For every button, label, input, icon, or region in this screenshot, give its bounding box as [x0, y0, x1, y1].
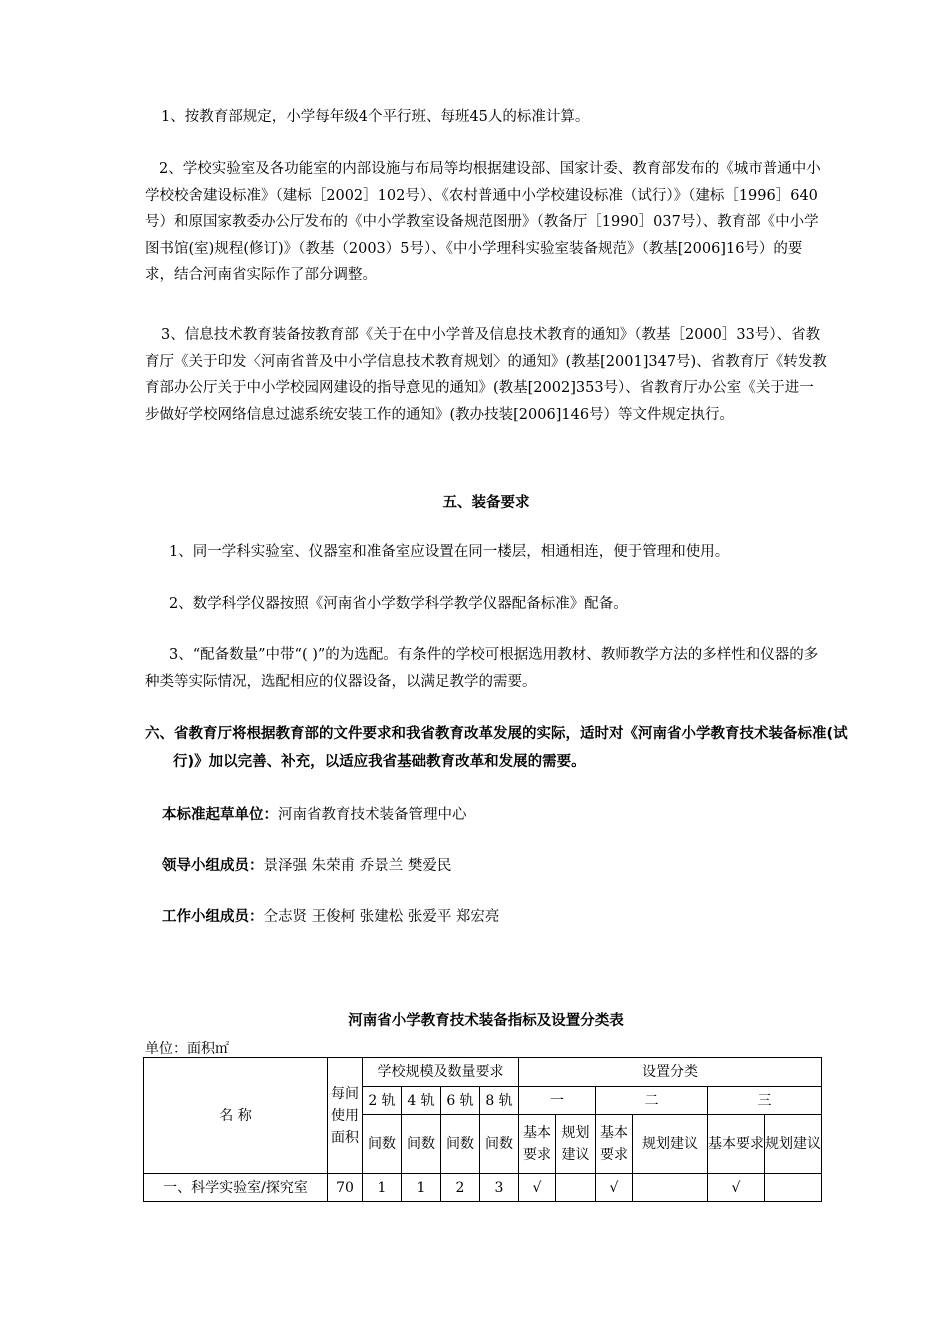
header-scale: 学校规模及数量要求: [363, 1058, 519, 1087]
note-1: 1、按教育部规定，小学每年级4个平行班、每班45人的标准计算。: [161, 109, 590, 125]
cell-count-4-track: 1: [402, 1174, 441, 1202]
header-rooms: 间数: [363, 1115, 402, 1174]
header-basic-requirement: 基本要求: [596, 1115, 633, 1174]
working-group-label: 工作小组成员：: [162, 909, 264, 925]
header-category-1: 一: [519, 1087, 596, 1115]
header-track-6: 6 轨: [441, 1087, 480, 1115]
drafting-unit: [162, 803, 467, 824]
header-classification: 设置分类: [519, 1058, 822, 1087]
table-row: [144, 1174, 822, 1202]
header-category-3: 三: [708, 1087, 822, 1115]
requirement-1: 1、同一学科实验室、仪器室和准备室应设置在同一楼层，相通相连，便于管理和使用。: [169, 544, 730, 560]
leading-group-value: 景泽强 朱荣甫 乔景兰 樊爱民: [263, 858, 452, 874]
cell-cat3-plan: [765, 1174, 822, 1202]
cell-cat2-basic: √: [596, 1174, 633, 1202]
header-category-2: 二: [596, 1087, 708, 1115]
header-basic-requirement: 基本要求: [519, 1115, 556, 1174]
header-track-2: 2 轨: [363, 1087, 402, 1115]
note-2: 2、学校实验室及各功能室的内部设施与布局等均根据建设部、国家计委、教育部发布的《城市普通中小学校校舍建设标准》（建标［2002］102号）、《农村普通中小学校建设标准（试行）》（建标［1996］640号）和原国家教委办公厅发布的《中小学教室设备规范图册》（教备厅［1990］037号）、教育部《中小学图书馆(室)规程(修订)》（教基（2003）5号）、《中小学理科实验室装备规范》（教基[2006]16号）的要求，结合河南省实际作了部分调整。: [145, 161, 821, 283]
cell-cat3-basic: √: [708, 1174, 765, 1202]
requirement-2: 2、数学科学仪器按照《河南省小学数学科学教学仪器配备标准》配备。: [169, 596, 628, 612]
header-rooms: 间数: [480, 1115, 519, 1174]
header-basic-requirement: 基本要求: [708, 1115, 765, 1174]
section-6-text: 六、省教育厅将根据教育部的文件要求和我省教育改革发展的实际，适时对《河南省小学教育技术装备标准(试行)》加以完善、补充，以适应我省基础教育改革和发展的需要。: [145, 726, 848, 770]
working-group-value: 仝志贤 王俊柯 张建松 张爱平 郑宏亮: [263, 909, 500, 925]
header-name: 名 称: [144, 1058, 328, 1174]
table-title: 河南省小学教育技术装备指标及设置分类表: [348, 1013, 624, 1029]
drafting-unit-value: 河南省教育技术装备管理中心: [278, 807, 467, 823]
leading-group: [162, 854, 451, 875]
cell-cat1-plan: [556, 1174, 596, 1202]
cell-room-name: 一、科学实验室/探究室: [144, 1174, 328, 1202]
header-track-8: 8 轨: [480, 1087, 519, 1115]
header-planning-suggestion: 规划建议: [765, 1115, 822, 1174]
note-3: 3、信息技术教育装备按教育部《关于在中小学普及信息技术教育的通知》（教基［2000］33号）、省教育厅《关于印发〈河南省普及中小学信息技术教育规划〉的通知》(教基[2001]347号)、省教育厅《转发教育部办公厅关于中小学校园网建设的指导意见的通知》(教基[2002]353号）、省教育厅办公室《关于进一步做好学校网络信息过滤系统安装工作的通知》(教办技装[2006]146号）等文件规定执行。: [145, 327, 827, 423]
cell-room-area: 70: [328, 1174, 363, 1202]
header-rooms: 间数: [441, 1115, 480, 1174]
leading-group-label: 领导小组成员：: [162, 858, 264, 874]
cell-count-2-track: 1: [363, 1174, 402, 1202]
table-unit: 单位：面积㎡: [145, 1041, 229, 1057]
drafting-unit-label: 本标准起草单位：: [162, 807, 278, 823]
working-group: [162, 905, 499, 926]
cell-cat2-plan: [633, 1174, 708, 1202]
cell-count-6-track: 2: [441, 1174, 480, 1202]
section-5-title: 五、装备要求: [442, 495, 530, 511]
equipment-table: [143, 1057, 822, 1202]
header-rooms: 间数: [402, 1115, 441, 1174]
table-header-row: [144, 1058, 822, 1087]
header-planning-suggestion: 规划建议: [633, 1115, 708, 1174]
cell-count-8-track: 3: [480, 1174, 519, 1202]
cell-cat1-basic: √: [519, 1174, 556, 1202]
requirement-3: 3、“配备数量”中带“( )”的为选配。有条件的学校可根据选用教材、教师教学方法的多样性和仪器的多种类等实际情况，选配相应的仪器设备，以满足教学的需要。: [145, 647, 819, 690]
header-planning-suggestion: 规划建议: [556, 1115, 596, 1174]
header-track-4: 4 轨: [402, 1087, 441, 1115]
header-area: 每间使用面积: [328, 1058, 363, 1174]
